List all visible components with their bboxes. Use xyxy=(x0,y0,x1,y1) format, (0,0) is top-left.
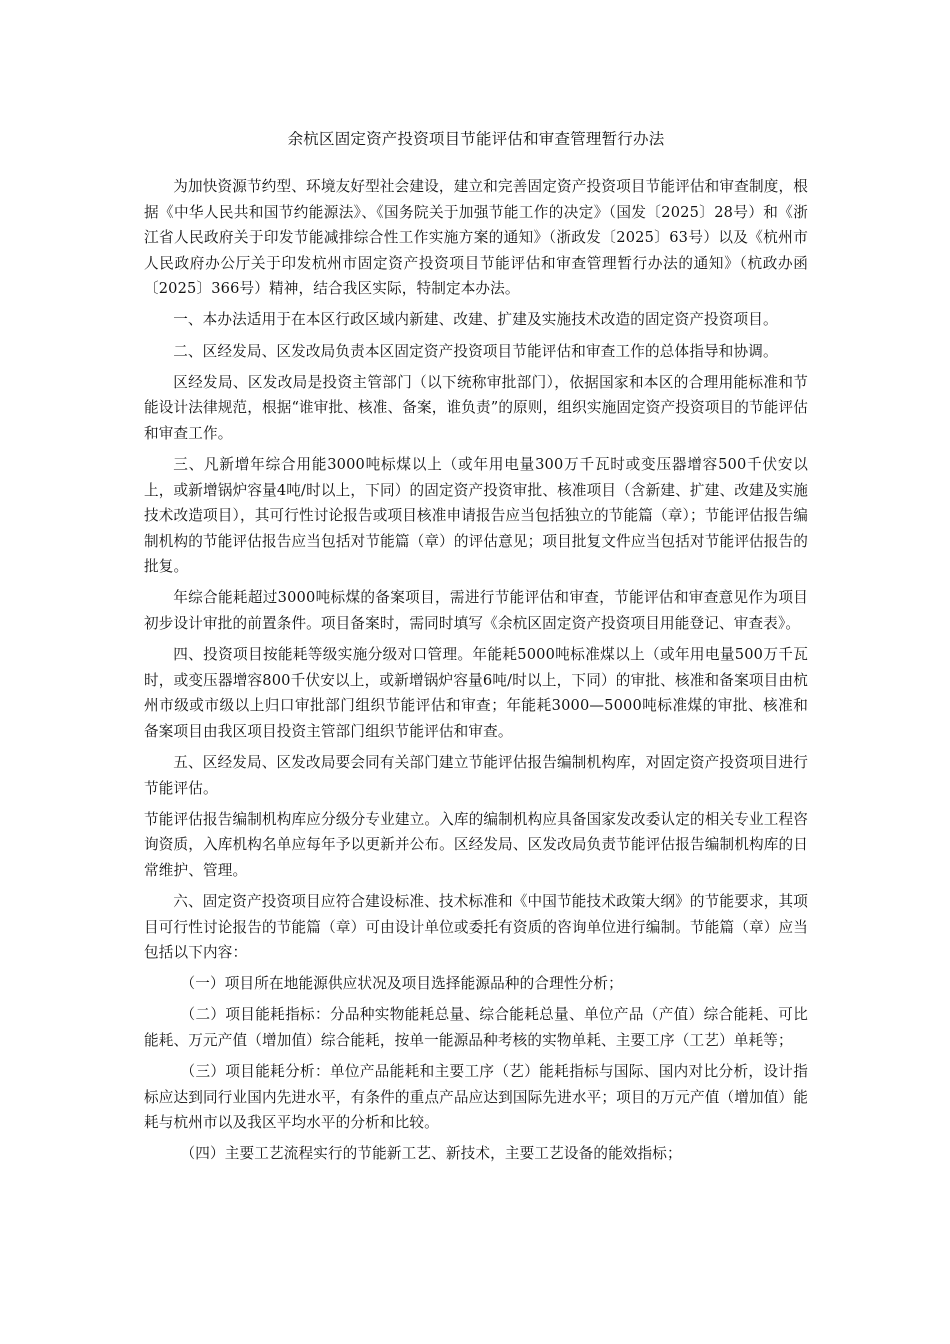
article-6-item-3: （三）项目能耗分析：单位产品能耗和主要工序（艺）能耗指标与国际、国内对比分析，设计指标应达到同行业国内先进水平，有条件的重点产品应达到国际先进水平；项目的万元产值（增加值）能耗与杭州市以及我区平均水平的分析和比较。 xyxy=(144,1063,808,1132)
document-title: 余杭区固定资产投资项目节能评估和审查管理暂行办法 xyxy=(287,130,665,148)
article-3-continuation-paragraph: 年综合能耗超过3000吨标煤的备案项目，需进行节能评估和审查，节能评估和审查意见作为项目初步设计审批的前置条件。项目备案时，需同时填写《余杭区固定资产投资项目用能登记、审查表》。 xyxy=(144,589,808,632)
article-6-item-1: （一）项目所在地能源供应状况及项目选择能源品种的合理性分析； xyxy=(180,975,623,993)
preamble-paragraph: 为加快资源节约型、环境友好型社会建设，建立和完善固定资产投资项目节能评估和审查制度，根据《中华人民共和国节约能源法》、《国务院关于加强节能工作的决定》（国发〔2025〕28号）和《浙江省人民政府关于印发节能减排综合性工作实施方案的通知》（浙政发〔2025〕63号）以及《杭州市人民政府办公厅关于印发杭州市固定资产投资项目节能评估和审查管理暂行办法的通知》（杭政办函〔2025〕366号）精神，结合我区实际，特制定本办法。 xyxy=(144,178,808,298)
article-6-item-2: （二）项目能耗指标：分品种实物能耗总量、综合能耗总量、单位产品（产值）综合能耗、可比能耗、万元产值（增加值）综合能耗，按单一能源品种考核的实物单耗、主要工序（工艺）单耗等； xyxy=(144,1006,808,1049)
article-2-paragraph: 二、区经发局、区发改局负责本区固定资产投资项目节能评估和审查工作的总体指导和协调。 xyxy=(173,342,778,360)
article-6-item-4: （四）主要工艺流程实行的节能新工艺、新技术，主要工艺设备的能效指标； xyxy=(180,1145,682,1163)
article-4-paragraph: 四、投资项目按能耗等级实施分级对口管理。年能耗5000吨标准煤以上（或年用电量500万千瓦时，或变压器增容800千伏安以上，或新增锅炉容量6吨/时以上，下同）的审批、核准和备案项目由杭州市级或市级以上归口审批部门组织节能评估和审查；年能耗3000—5000吨标准煤的审批、核准和备案项目由我区项目投资主管部门组织节能评估和审查。 xyxy=(144,646,808,740)
article-2-continuation-paragraph: 区经发局、区发改局是投资主管部门（以下统称审批部门），依据国家和本区的合理用能标准和节能设计法律规范，根据“谁审批、核准、备案，谁负责”的原则，组织实施固定资产投资项目的节能评估和审查工作。 xyxy=(144,373,808,442)
article-5-continuation-paragraph: 节能评估报告编制机构库应分级分专业建立。入库的编制机构应具备国家发改委认定的相关专业工程咨询资质，入库机构名单应每年予以更新并公布。区经发局、区发改局负责节能评估报告编制机构库的日常维护、管理。 xyxy=(144,810,808,879)
document-page xyxy=(144,126,808,1172)
article-3-paragraph: 三、凡新增年综合用能3000吨标煤以上（或年用电量300万千瓦时或变压器增容500千伏安以上，或新增锅炉容量4吨/时以上，下同）的固定资产投资审批、核准项目（含新建、扩建、改建及实施技术改造项目），其可行性讨论报告或项目核准申请报告应当包括独立的节能篇（章）；节能评估报告编制机构的节能评估报告应当包括对节能篇（章）的评估意见；项目批复文件应当包括对节能评估报告的批复。 xyxy=(144,455,808,576)
article-5-paragraph: 五、区经发局、区发改局要会同有关部门建立节能评估报告编制机构库，对固定资产投资项目进行节能评估。 xyxy=(144,753,808,797)
article-1-paragraph: 一、本办法适用于在本区行政区域内新建、改建、扩建及实施技术改造的固定资产投资项目。 xyxy=(173,311,778,329)
article-6-paragraph: 六、固定资产投资项目应符合建设标准、技术标准和《中国节能技术政策大纲》的节能要求，其项目可行性讨论报告的节能篇（章）可由设计单位或委托有资质的咨询单位进行编制。节能篇（章）应当包括以下内容： xyxy=(144,892,808,962)
